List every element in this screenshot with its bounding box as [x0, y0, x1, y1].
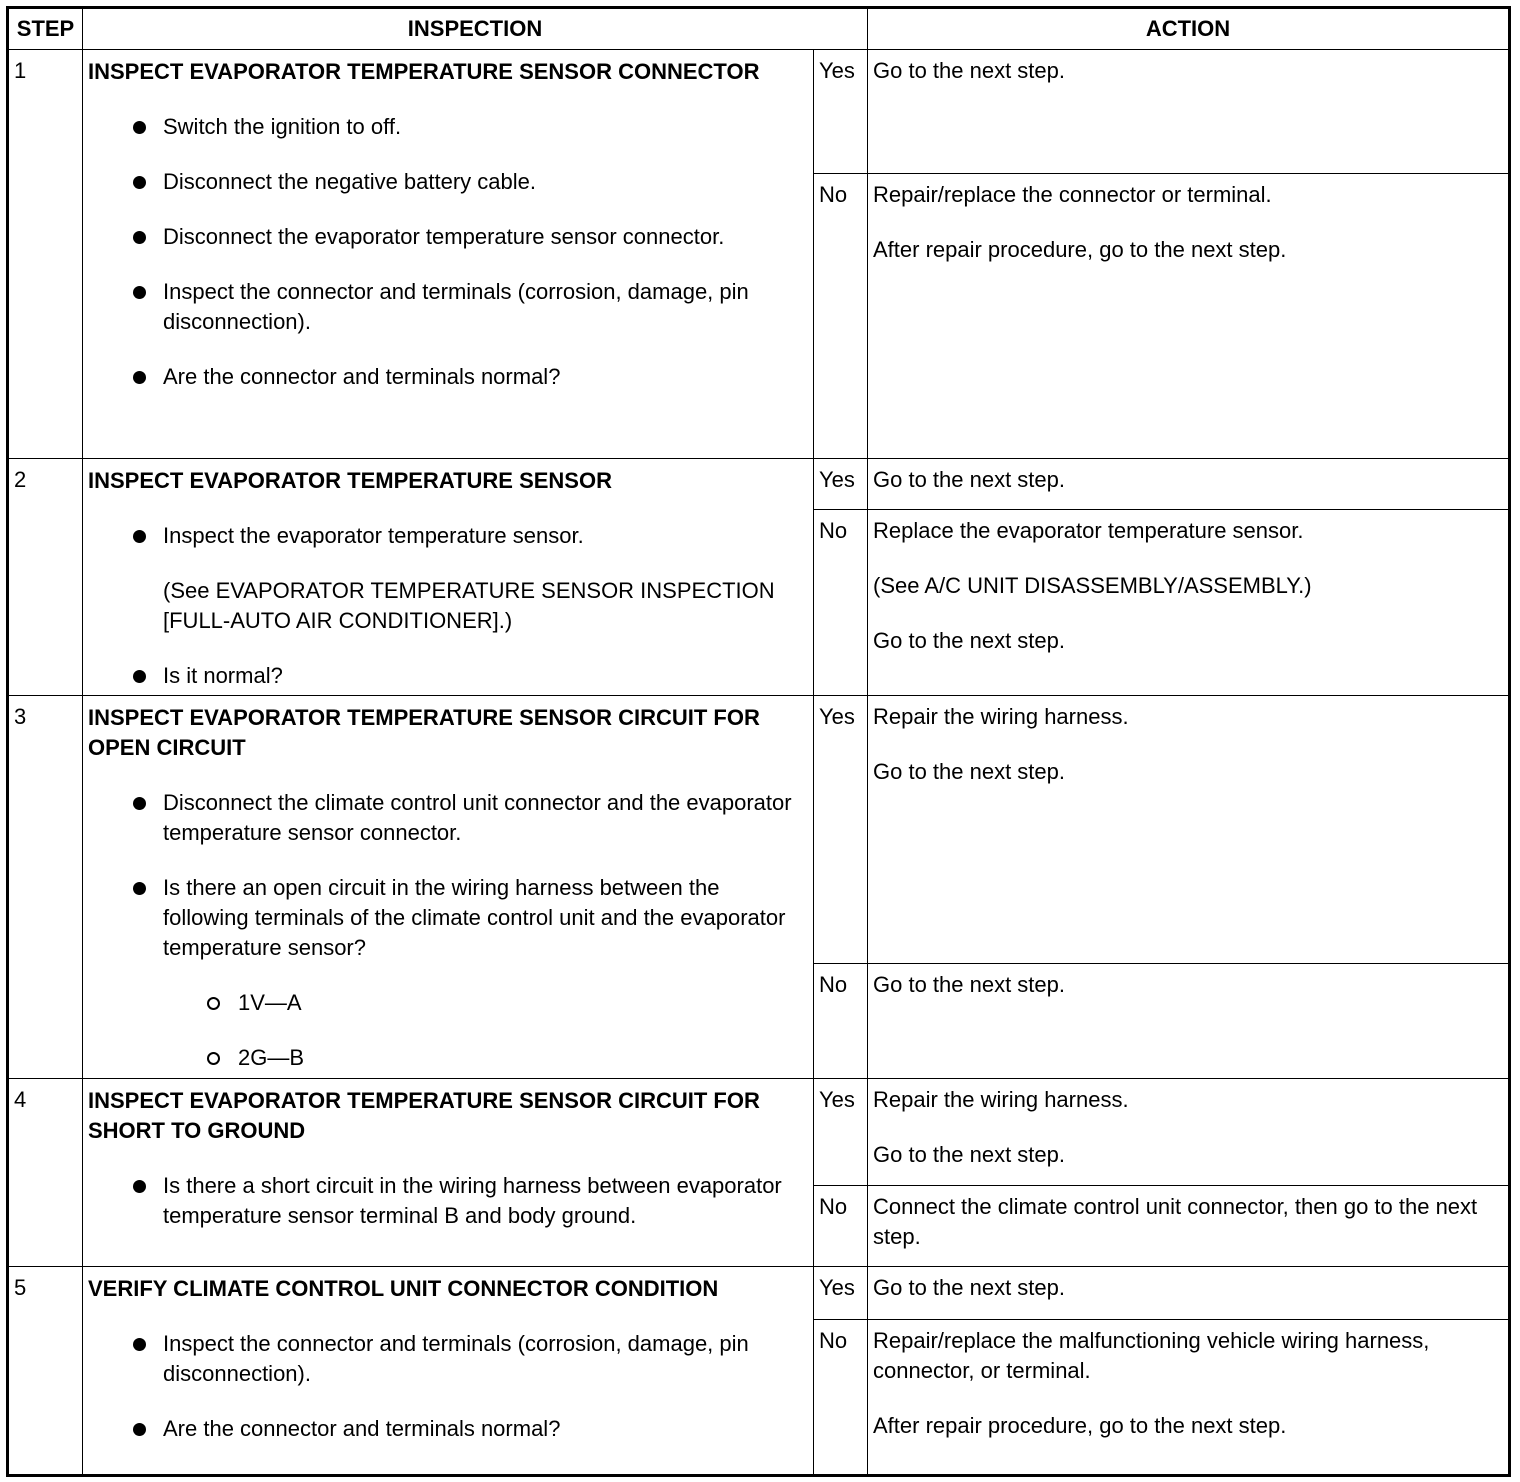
yes-action [868, 1079, 1510, 1186]
bullet-item: Inspect the connector and terminals (corrosion, damage, pin disconnection). [88, 1329, 805, 1389]
inspection-cell [83, 1266, 814, 1475]
sub-bullet-list [88, 988, 805, 1073]
bullet-item: Is it normal? [88, 661, 805, 691]
yes-label: Yes [814, 696, 868, 964]
bullet-item: Are the connector and terminals normal? [88, 1414, 805, 1444]
bullet-item: Inspect the connector and terminals (corrosion, damage, pin disconnection). [88, 277, 805, 337]
reference-note: (See EVAPORATOR TEMPERATURE SENSOR INSPECTION [FULL-AUTO AIR CONDITIONER].) [163, 577, 775, 633]
step-2-yes-row [8, 458, 1510, 509]
step-number: 5 [8, 1266, 83, 1475]
action-text: Repair/replace the malfunctioning vehicle wiring harness, connector, or terminal. [873, 1327, 1430, 1383]
step-title: VERIFY CLIMATE CONTROL UNIT CONNECTOR CONDITION [88, 1275, 719, 1301]
step-title: INSPECT EVAPORATOR TEMPERATURE SENSOR CIRCUIT FOR SHORT TO GROUND [88, 1088, 760, 1144]
bullet-text: Inspect the evaporator temperature sensor. [163, 522, 584, 548]
no-action [868, 963, 1510, 1078]
yes-label: Yes [814, 50, 868, 174]
step-number: 1 [8, 50, 83, 459]
yes-label: Yes [814, 1079, 868, 1186]
bullet-list [88, 788, 805, 963]
action-header: ACTION [868, 8, 1510, 50]
step-header: STEP [8, 8, 83, 50]
action-text: Connect the climate control unit connector, then go to the next step. [873, 1194, 1478, 1250]
action-text: Go to the next step. [873, 1142, 1066, 1168]
yes-action [868, 458, 1510, 509]
yes-action [868, 696, 1510, 964]
no-action [868, 1186, 1510, 1266]
action-text: Go to the next step. [873, 628, 1066, 653]
no-label: No [814, 1186, 868, 1266]
step-title: INSPECT EVAPORATOR TEMPERATURE SENSOR CIRCUIT FOR OPEN CIRCUIT [88, 705, 760, 761]
step-4-yes-row [8, 1079, 1510, 1186]
yes-label: Yes [814, 1266, 868, 1319]
action-text: Repair the wiring harness. [873, 1087, 1129, 1113]
bullet-list [88, 112, 805, 392]
action-text: Go to the next step. [873, 971, 1066, 997]
terminal-pair: 1V—A [88, 988, 805, 1018]
no-label: No [814, 510, 868, 696]
inspection-cell [83, 1079, 814, 1266]
action-text: Repair the wiring harness. [873, 704, 1129, 730]
step-number: 3 [8, 696, 83, 1079]
action-text: Go to the next step. [873, 58, 1066, 84]
bullet-item [88, 521, 805, 636]
action-text: (See A/C UNIT DISASSEMBLY/ASSEMBLY.) [873, 573, 1312, 598]
yes-label: Yes [814, 458, 868, 509]
action-text: After repair procedure, go to the next step. [873, 237, 1287, 263]
bullet-list [88, 1171, 805, 1231]
bullet-item: Disconnect the climate control unit connector and the evaporator temperature sensor connector. [88, 788, 805, 848]
no-action [868, 510, 1510, 696]
step-number: 2 [8, 458, 83, 695]
action-text: After repair procedure, go to the next step. [873, 1412, 1287, 1438]
terminal-pair: 2G—B [88, 1043, 805, 1073]
bullet-list [88, 1329, 805, 1444]
bullet-list [88, 521, 805, 691]
yes-action [868, 1266, 1510, 1319]
step-number: 4 [8, 1079, 83, 1266]
action-text: Replace the evaporator temperature sensor. [873, 518, 1304, 543]
diagnostic-table [6, 6, 1511, 1477]
action-text: Go to the next step. [873, 466, 1066, 492]
no-label: No [814, 174, 868, 459]
no-label: No [814, 963, 868, 1078]
step-title: INSPECT EVAPORATOR TEMPERATURE SENSOR [88, 467, 612, 493]
bullet-item: Is there a short circuit in the wiring harness between evaporator temperature sensor terminal B and body ground. [88, 1171, 805, 1231]
action-text: Go to the next step. [873, 1274, 1066, 1300]
yes-action [868, 50, 1510, 174]
inspection-cell [83, 696, 814, 1079]
inspection-cell [83, 50, 814, 459]
bullet-item: Are the connector and terminals normal? [88, 362, 805, 392]
step-title: INSPECT EVAPORATOR TEMPERATURE SENSOR CONNECTOR [88, 59, 760, 85]
step-3-yes-row [8, 696, 1510, 964]
step-5-yes-row [8, 1266, 1510, 1319]
no-action [868, 174, 1510, 459]
inspection-cell [83, 458, 814, 695]
bullet-item: Is there an open circuit in the wiring harness between the following terminals of the climate control unit and the evaporator temperature sensor? [88, 873, 805, 963]
no-action [868, 1319, 1510, 1475]
step-1-yes-row [8, 50, 1510, 174]
inspection-header: INSPECTION [83, 8, 868, 50]
no-label: No [814, 1319, 868, 1475]
bullet-item: Disconnect the negative battery cable. [88, 167, 805, 197]
bullet-item: Switch the ignition to off. [88, 112, 805, 142]
action-text: Go to the next step. [873, 759, 1066, 785]
action-text: Repair/replace the connector or terminal. [873, 182, 1272, 208]
header-row [8, 8, 1510, 50]
bullet-item: Disconnect the evaporator temperature sensor connector. [88, 222, 805, 252]
